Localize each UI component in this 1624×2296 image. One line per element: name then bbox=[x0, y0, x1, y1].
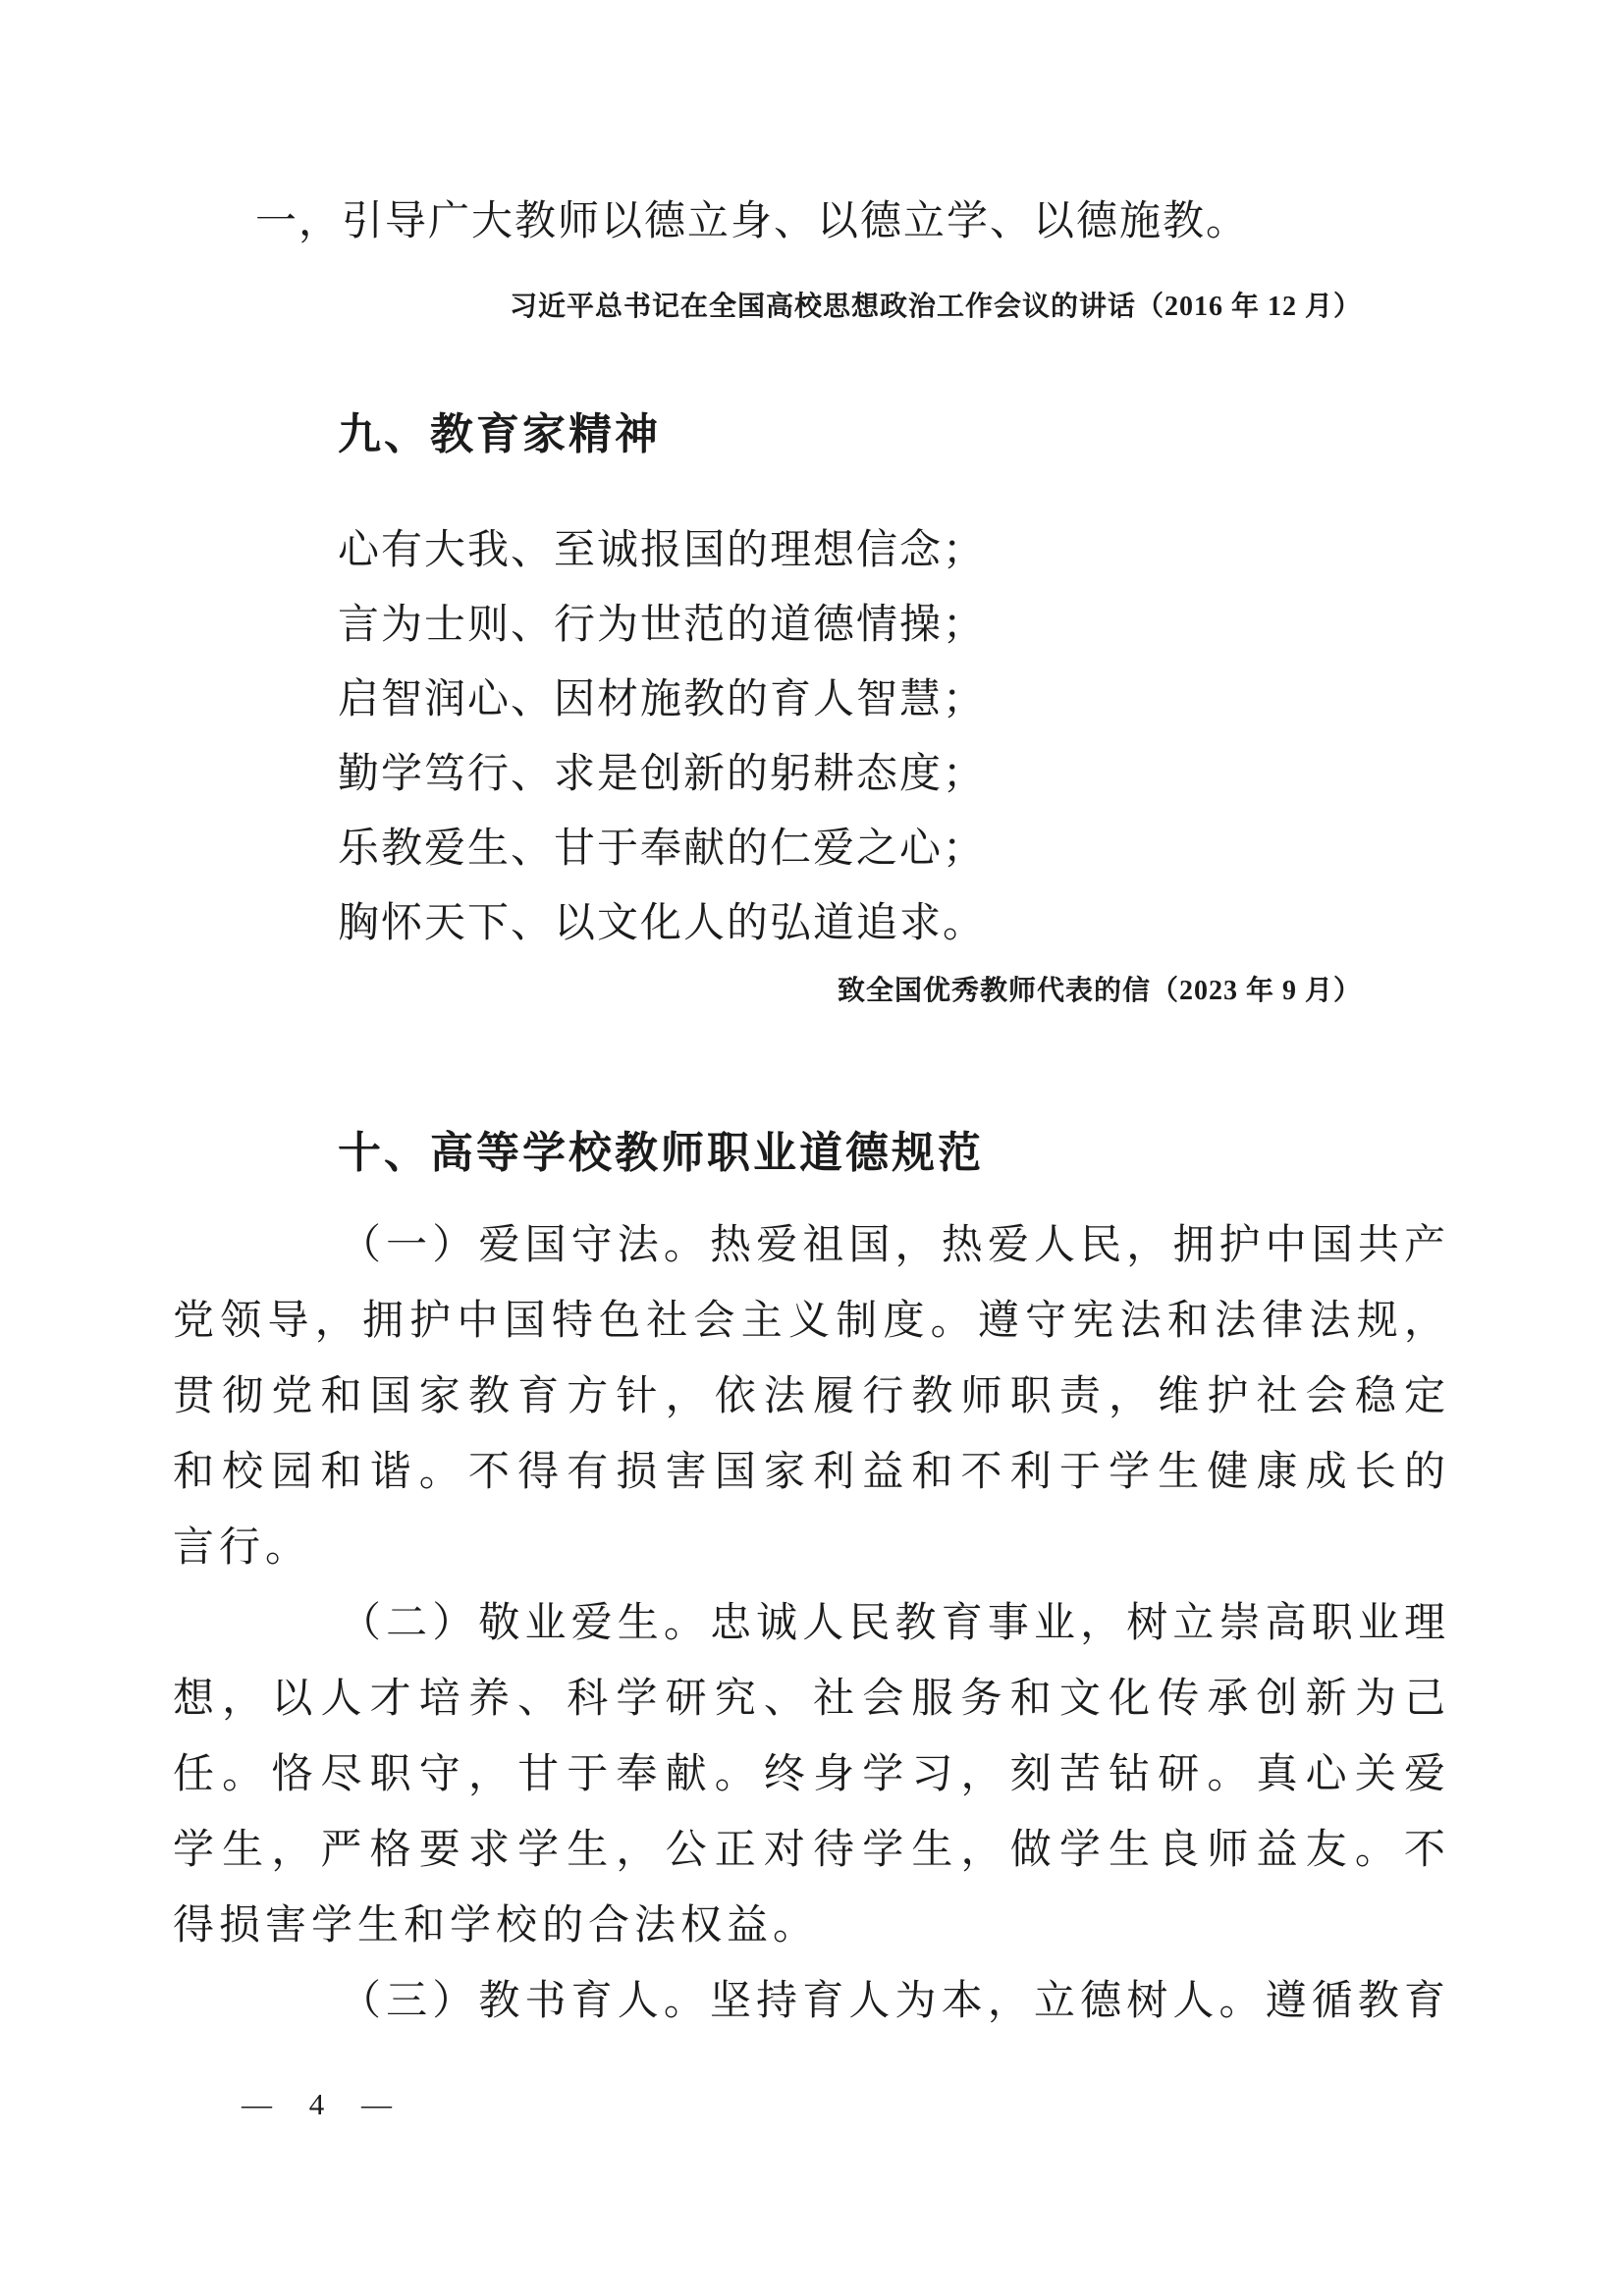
ethics-code-paragraphs bbox=[173, 1208, 1445, 2040]
paragraph-line: （三）教书育人。坚持育人为本，立德树人。遵循教育 bbox=[340, 1979, 1445, 2024]
quote-line: 胸怀天下、以文化人的弘道追求。 bbox=[338, 901, 987, 946]
educator-spirit-quote-block bbox=[338, 513, 986, 961]
quote-line: 勤学笃行、求是创新的躬耕态度； bbox=[338, 752, 987, 797]
paragraph-line: 言行。 bbox=[173, 1525, 312, 1571]
quote-line: 心有大我、至诚报国的理想信念； bbox=[338, 528, 987, 573]
intro-paragraph: 一，引导广大教师以德立身、以德立学、以德施教。 bbox=[255, 199, 1250, 244]
paragraph-line: （一）爱国守法。热爱祖国，热爱人民，拥护中国共产 bbox=[340, 1223, 1445, 1268]
citation-speech-2016: 习近平总书记在全国高校思想政治工作会议的讲话（2016 年 12 月） bbox=[509, 292, 1362, 322]
paragraph-line: （二）敬业爱生。忠诚人民教育事业，树立崇高职业理 bbox=[340, 1601, 1445, 1646]
section-heading-ethics-code: 十、高等学校教师职业道德规范 bbox=[338, 1129, 984, 1177]
paragraph-line: 贯彻党和国家教育方针，依法履行教师职责，维护社会稳定 bbox=[173, 1374, 1445, 1419]
citation-letter-2023: 致全国优秀教师代表的信（2023 年 9 月） bbox=[837, 976, 1362, 1006]
quote-line: 启智润心、因材施教的育人智慧； bbox=[338, 677, 987, 722]
paragraph-line: 学生，严格要求学生，公正对待学生，做学生良师益友。不 bbox=[173, 1828, 1445, 1873]
paragraph-line: 党领导，拥护中国特色社会主义制度。遵守宪法和法律法规， bbox=[173, 1299, 1445, 1344]
paragraph-line: 得损害学生和学校的合法权益。 bbox=[173, 1903, 820, 1949]
page-number: — 4 — bbox=[242, 2087, 403, 2121]
quote-line: 乐教爱生、甘于奉献的仁爱之心； bbox=[338, 827, 987, 872]
section-heading-educator-spirit: 九、教育家精神 bbox=[338, 410, 661, 458]
paragraph-line: 和校园和谐。不得有损害国家利益和不利于学生健康成长的 bbox=[173, 1450, 1445, 1495]
quote-line: 言为士则、行为世范的道德情操； bbox=[338, 603, 987, 648]
paragraph-line: 想，以人才培养、科学研究、社会服务和文化传承创新为己 bbox=[173, 1677, 1445, 1722]
paragraph-line: 任。恪尽职守，甘于奉献。终身学习，刻苦钻研。真心关爱 bbox=[173, 1752, 1445, 1797]
